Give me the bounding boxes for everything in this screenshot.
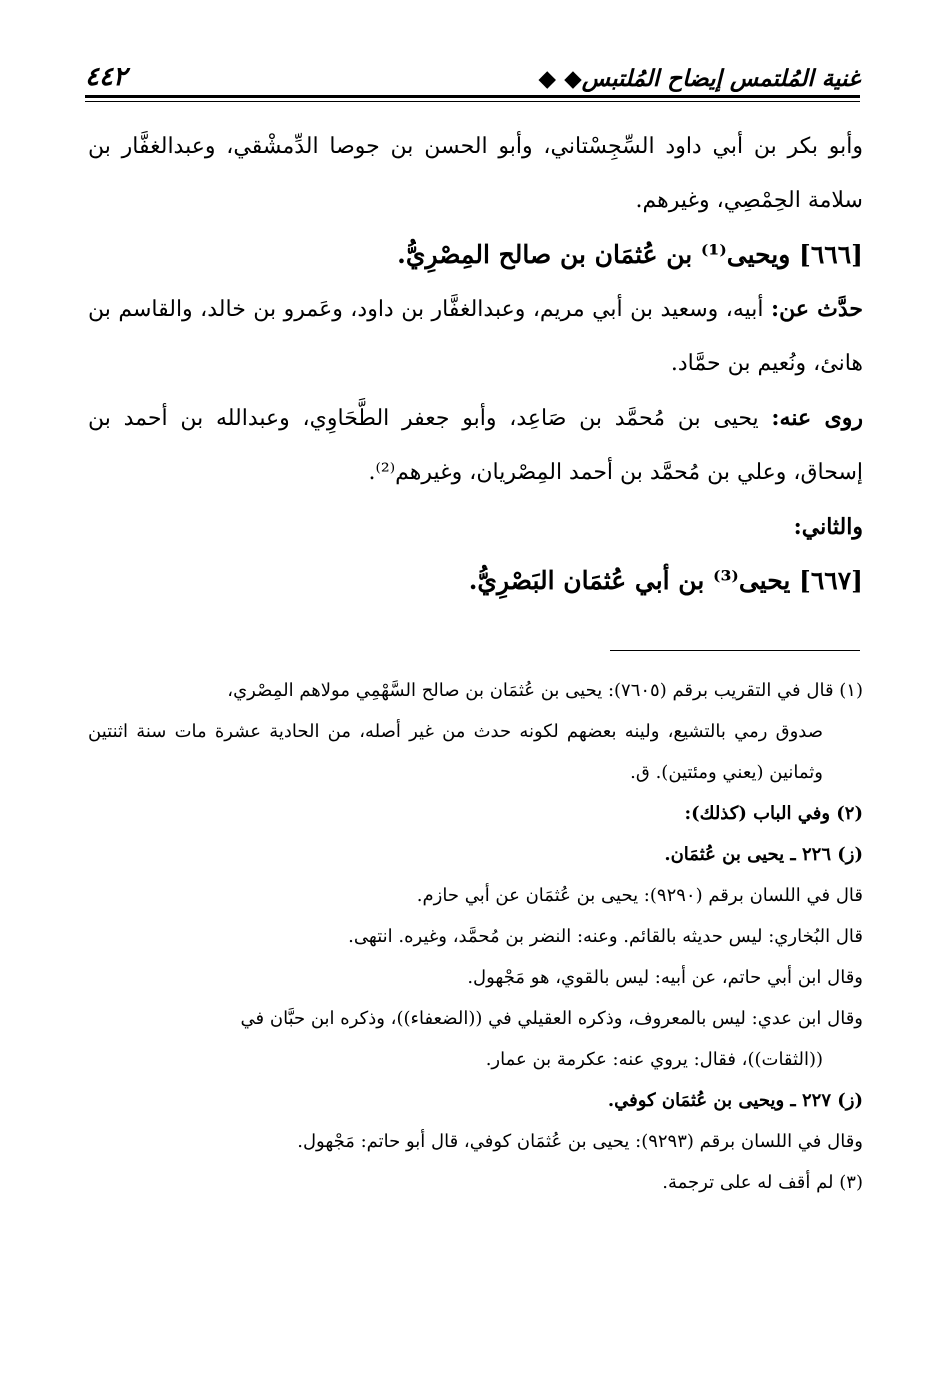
rawa-text: يحيى بن مُحمَّد بن صَاعِد، وأبو جعفر الطَّحَاوِي، وعبدالله بن أحمد بن إسحاق، وعلي بن مُحمَّد بن أحمد المِصْريان، وغيرهم⁽²⁾. [88,406,863,485]
footnote-abi-hatim: وقال ابن أبي حاتم، عن أبيه: ليس بالقوي، هو مَجْهول. [467,967,863,988]
main-text [88,120,863,608]
footnote-ibn-adi: وقال ابن عدي: ليس بالمعروف، وذكره العقيلي في ((الضعفاء))، وذكره ابن حبَّان في [240,1008,863,1029]
footnote-1: (١) قال في التقريب برقم (٧٦٠٥): يحيى بن عُثمَان بن صالح السَّهْمِي مولاهم المِصْري، [227,680,863,701]
header-rule [85,95,860,102]
footnote-z227: (ز) ٢٢٧ ـ ويحيى بن عُثمَان كوفي. [607,1090,863,1111]
footnote-ibn-adi-continuation: ((الثقات))، فقال: يروي عنه: عكرمة بن عمار. [485,1049,823,1070]
haddatha-label: حدَّث عن: [771,296,864,322]
footnotes [88,670,863,1203]
footnote-3: (٣) لم أقف له على ترجمة. [662,1172,863,1193]
footnote-bukhari: قال البُخاري: ليس حديثه بالقائم. وعنه: النضر بن مُحمَّد، وغيره. انتهى. [348,926,863,947]
footnote-lisan-9293: وقال في اللسان برقم (٩٢٩٣): يحيى بن عُثمَان كوفي، قال أبو حاتم: مَجْهول. [297,1131,863,1152]
rawa-label: روى عنه: [771,405,863,431]
footnote-separator [610,650,860,651]
footnote-lisan-9290: قال في اللسان برقم (٩٢٩٠): يحيى بن عُثمَان عن أبي حازم. [416,885,863,906]
rawa-paragraph [88,391,863,500]
footnote-2: (٢) وفي الباب (كذلك): [684,803,863,824]
entry-666-heading: [٦٦٦] ويحيى⁽¹⁾ بن عُثمَان بن صالح المِصْرِيُّ. [397,240,863,269]
thani-heading: والثاني: [793,514,863,540]
page-number: ٤٤٢ [85,62,127,92]
running-title: غنية المُلتمس إيضاح المُلتبس◆ ◆ [538,65,860,92]
entry-667-heading: [٦٦٧] يحيى⁽³⁾ بن أبي عُثمَان البَصْرِيُّ. [468,566,863,595]
page-header [85,52,860,92]
paragraph-continuation: وأبو بكر بن أبي داود السِّجِسْتاني، وأبو الحسن بن جوصا الدِّمشْقي، وعبدالغفَّار بن سلامة الحِمْصِي، وغيرهم. [88,134,863,213]
footnote-z226: (ز) ٢٢٦ ـ يحيى بن عُثمَان. [664,844,863,865]
footnote-1-continuation: صدوق رمي بالتشيع، ولينه بعضهم لكونه حدث من غير أصله، من الحادية عشرة مات سنة اثنتين وثمانين (يعني ومئتين). ق. [88,721,823,783]
haddatha-text: أبيه، وسعيد بن أبي مريم، وعبدالغفَّار بن داود، وعَمرو بن خالد، والقاسم بن هانئ، ونُعيم بن حمَّاد. [88,297,863,376]
haddatha-paragraph [88,282,863,391]
